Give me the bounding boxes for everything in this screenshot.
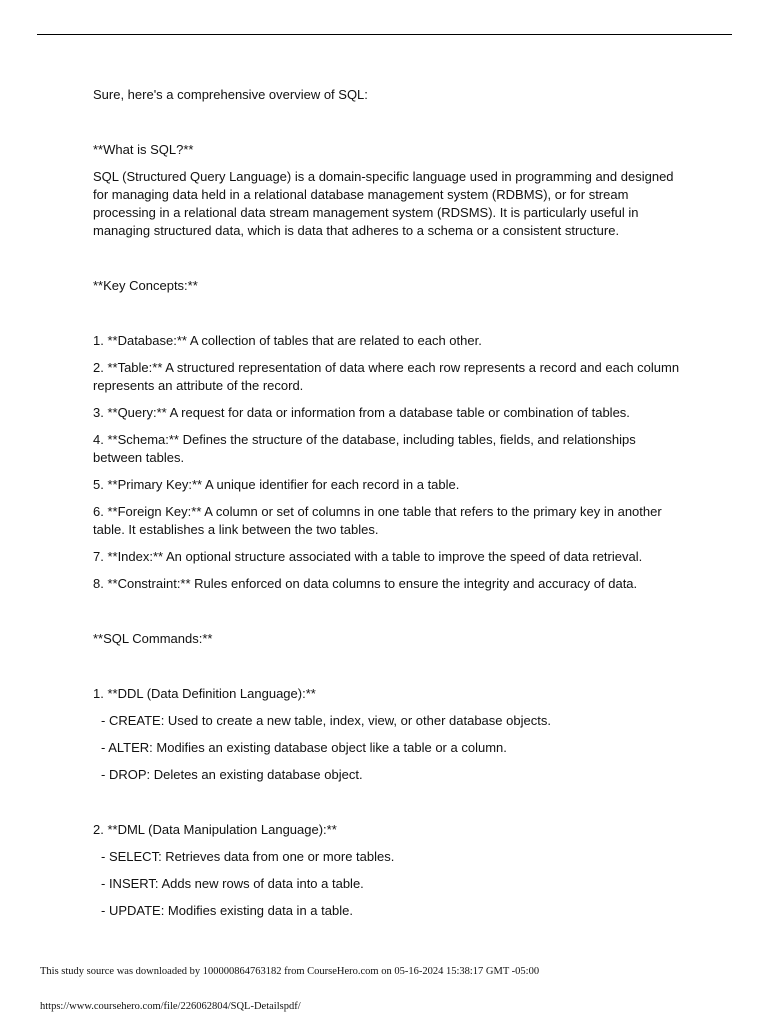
document-body xyxy=(93,86,683,920)
source-url: https://www.coursehero.com/file/226062804/SQL-Detailspdf/ xyxy=(40,1001,301,1012)
dml-title: 2. **DML (Data Manipulation Language):** xyxy=(93,822,337,837)
key-concept-item: 6. **Foreign Key:** A column or set of columns in one table that refers to the primary key in another table. It establishes a link between the two tables. xyxy=(93,504,662,537)
what-is-sql-paragraph: SQL (Structured Query Language) is a domain-specific language used in programming and designed for managing data held in a relational database management system (RDBMS), or for stream processing in a relational data stream management system (RDSMS). It is particularly useful in managing structured data, which is data that adheres to a schema or a consistent structure. xyxy=(93,169,674,238)
key-concept-item: 4. **Schema:** Defines the structure of the database, including tables, fields, and relationships between tables. xyxy=(93,432,636,465)
key-concept-item: 3. **Query:** A request for data or information from a database table or combination of tables. xyxy=(93,405,630,420)
dml-item: - UPDATE: Modifies existing data in a table. xyxy=(101,903,353,918)
header-rule xyxy=(37,34,732,35)
key-concept-item: 8. **Constraint:** Rules enforced on data columns to ensure the integrity and accuracy of data. xyxy=(93,576,638,591)
key-concept-item: 1. **Database:** A collection of tables that are related to each other. xyxy=(93,333,482,348)
what-is-sql-heading: **What is SQL?** xyxy=(93,142,194,157)
key-concepts-heading: **Key Concepts:** xyxy=(93,278,198,293)
ddl-item: - ALTER: Modifies an existing database object like a table or a column. xyxy=(101,740,507,755)
intro-text: Sure, here's a comprehensive overview of SQL: xyxy=(93,87,368,102)
download-source-note: This study source was downloaded by 100000864763182 from CourseHero.com on 05-16-2024 15:38:17 GMT -05:00 xyxy=(40,966,540,977)
ddl-item: - DROP: Deletes an existing database object. xyxy=(101,767,363,782)
dml-item: - SELECT: Retrieves data from one or more tables. xyxy=(101,849,395,864)
dml-item: - INSERT: Adds new rows of data into a table. xyxy=(101,876,364,891)
ddl-item: - CREATE: Used to create a new table, index, view, or other database objects. xyxy=(101,713,551,728)
key-concept-item: 5. **Primary Key:** A unique identifier for each record in a table. xyxy=(93,477,460,492)
ddl-title: 1. **DDL (Data Definition Language):** xyxy=(93,686,316,701)
key-concept-item: 7. **Index:** An optional structure associated with a table to improve the speed of data retrieval. xyxy=(93,549,643,564)
sql-commands-heading: **SQL Commands:** xyxy=(93,631,213,646)
key-concept-item: 2. **Table:** A structured representation of data where each row represents a record and each column represents an attribute of the record. xyxy=(93,360,680,393)
